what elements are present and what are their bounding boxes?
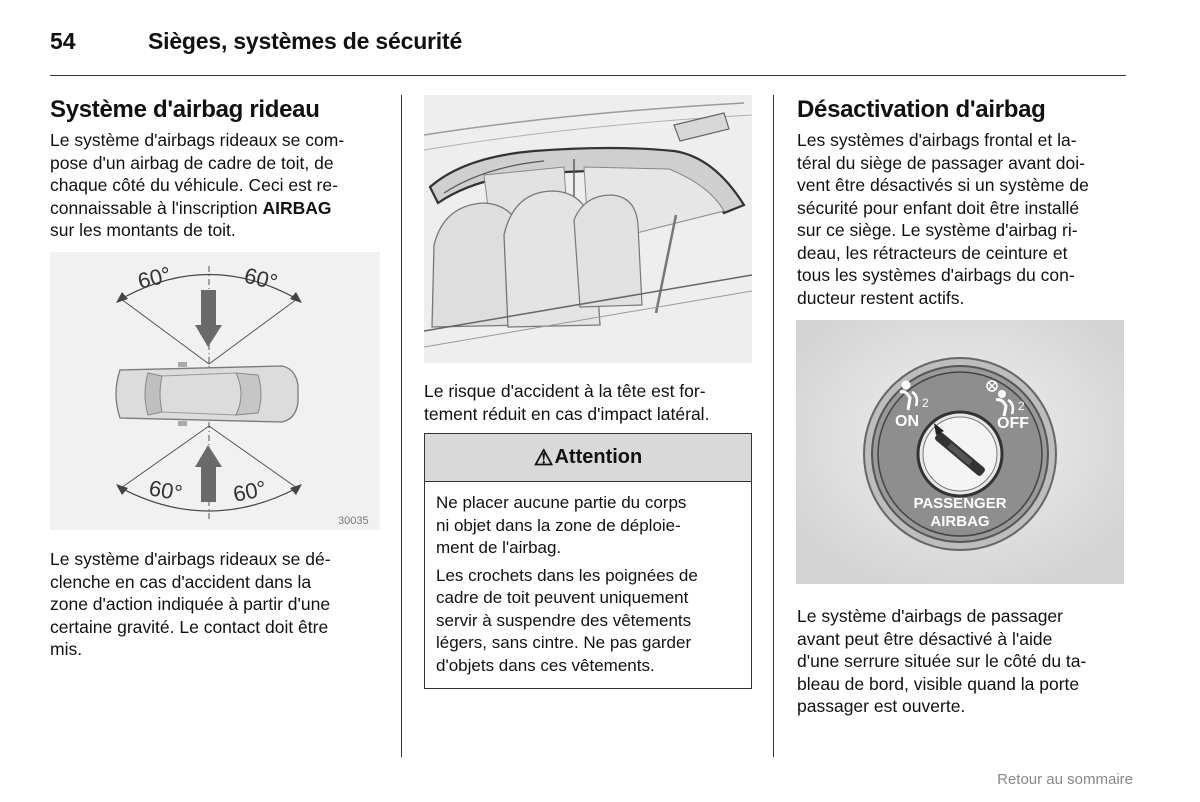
column-divider-right — [773, 95, 774, 757]
section-heading-airbag-rideau: Système d'airbag rideau — [50, 96, 320, 123]
car-top-view-icon — [116, 362, 298, 426]
text-line: tous les systèmes d'airbags du con- — [797, 265, 1075, 285]
warning-triangle-icon: ⚠ — [533, 444, 554, 470]
airbag-label: AIRBAG — [930, 513, 990, 530]
col1-intro — [50, 129, 395, 242]
warning-paragraph — [436, 492, 741, 560]
text-line: avant peut être désactivé à l'aide — [797, 628, 1053, 649]
warning-paragraph — [436, 565, 741, 678]
warning-header — [425, 434, 751, 482]
text-line: sur ce siège. Le système d'airbag ri- — [797, 220, 1078, 240]
text-line: zone d'action indiquée à partir d'une — [50, 594, 331, 614]
text-line: certaine gravité. Le contact doit être — [50, 616, 329, 637]
figure-code: 30035 — [338, 515, 369, 527]
text-line — [50, 197, 395, 220]
text-line: sécurité pour enfant doit être installé — [797, 197, 1080, 218]
text-segment: connaissable à l'inscription — [50, 197, 263, 218]
text-line: ni objet dans la zone de déploie- — [436, 515, 681, 535]
text-line: Le système d'airbags rideaux se dé- — [50, 549, 331, 569]
angle-label-top-right: 60° — [241, 262, 281, 295]
on-label: ON — [895, 413, 919, 430]
text-line: bleau de bord, visible quand la porte — [797, 673, 1080, 694]
col2-caption — [424, 380, 764, 425]
text-line: sur les montants de toit. — [50, 220, 236, 240]
text-line: d'une serrure située sur le côté du ta- — [797, 651, 1087, 671]
angle-label-bottom-left: 60° — [147, 475, 185, 506]
text-line: Les systèmes d'airbags frontal et la- — [797, 130, 1077, 150]
text-line: Le risque d'accident à la tête est for- — [424, 381, 706, 401]
back-to-contents-link[interactable]: Retour au sommaire — [997, 771, 1133, 788]
key-switch-diagram — [796, 320, 1124, 584]
text-line: ducteur restent actifs. — [797, 287, 965, 308]
angle-label-bottom-right: 60° — [230, 475, 269, 507]
section-heading-desactivation: Désactivation d'airbag — [797, 96, 1046, 123]
text-line: chaque côté du véhicule. Ceci est re- — [50, 175, 338, 195]
text-line: servir à suspendre des vêtements — [436, 610, 692, 630]
text-line: deau, les rétracteurs de ceinture et — [797, 242, 1068, 263]
angle-label-top-left: 60° — [135, 261, 174, 294]
off-airbag-number: 2 — [1018, 399, 1025, 413]
airbag-inscription: AIRBAG — [262, 197, 332, 218]
car-interior-illustration — [424, 95, 752, 363]
text-line: d'objets dans ces vêtements. — [436, 655, 655, 675]
text-line: légers, sans cintre. Ne pas garder — [436, 633, 692, 652]
page-number: 54 — [50, 28, 76, 54]
text-line: ment de l'airbag. — [436, 538, 562, 557]
col3-intro — [797, 129, 1142, 309]
warning-title: Attention — [554, 446, 643, 468]
col1-paragraph — [50, 548, 395, 661]
text-line: vent être désactivés si un système de — [797, 175, 1089, 195]
figure-airbag-zones — [50, 252, 380, 530]
text-line: mis. — [50, 639, 83, 659]
text-line: téral du siège de passager avant doi- — [797, 152, 1085, 173]
text-line: Le système d'airbags rideaux se com- — [50, 130, 345, 150]
warning-box — [424, 433, 752, 689]
text-line: tement réduit en cas d'impact latéral. — [424, 403, 710, 424]
passenger-label: PASSENGER — [913, 495, 1007, 512]
on-airbag-number: 2 — [922, 396, 929, 410]
text-line: Ne placer aucune partie du corps — [436, 493, 687, 512]
column-divider-left — [401, 95, 402, 757]
col3-paragraph — [797, 605, 1142, 718]
header-divider — [50, 75, 1126, 76]
page-title: Sièges, systèmes de sécurité — [148, 28, 463, 54]
text-line: clenche en cas d'accident dans la — [50, 571, 312, 592]
text-line: Les crochets dans les poignées de — [436, 565, 698, 585]
text-line: Le système d'airbags de passager — [797, 606, 1063, 626]
text-line: cadre de toit peuvent uniquement — [436, 588, 689, 607]
airbag-zones-diagram — [50, 252, 380, 530]
off-label: OFF — [997, 415, 1029, 432]
figure-airbag-key-switch — [796, 320, 1124, 584]
text-line: pose d'un airbag de cadre de toit, de — [50, 152, 334, 173]
text-line: passager est ouverte. — [797, 696, 966, 716]
figure-curtain-airbag-interior — [424, 95, 752, 363]
warning-body — [425, 482, 751, 690]
